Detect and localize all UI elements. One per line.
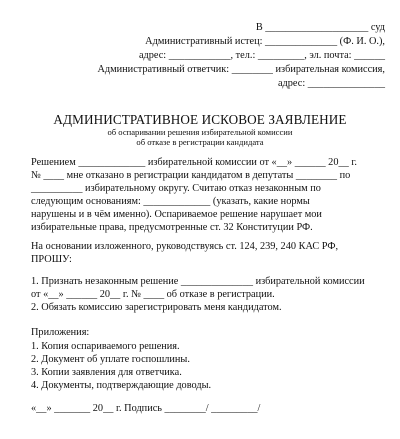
body-line-5: нарушены и в чём именно). Оспариваемое решение нарушает мои bbox=[31, 209, 322, 220]
body-line-2: № ____ мне отказано в регистрации кандидатом в депутаты ________ по bbox=[31, 170, 351, 181]
header-defendant-line: Административный ответчик: ________ избирательная комиссия, bbox=[97, 64, 385, 75]
document-subtitle-1: об оспаривании решения избирательной комиссии bbox=[107, 127, 293, 137]
signature-line: «__» _______ 20__ г. Подпись ________/ _________/ bbox=[31, 403, 261, 414]
attachments-heading: Приложения: bbox=[31, 327, 90, 338]
attachment-item-1: 1. Копия оспариваемого решения. bbox=[31, 341, 180, 352]
header-court-line: В ____________________ суд bbox=[255, 22, 385, 33]
attachment-item-4: 4. Документы, подтверждающие доводы. bbox=[31, 380, 212, 391]
request-item-1-line-1: 1. Признать незаконным решение ______________ избирательной комиссии bbox=[31, 276, 365, 287]
body-line-4: следующим основаниям: _____________ (указать, какие нормы bbox=[31, 196, 310, 207]
document-subtitle-2: об отказе в регистрации кандидата bbox=[136, 137, 264, 147]
body-line-1: Решением _____________ избирательной комиссии от «__» ______ 20__ г. bbox=[31, 157, 357, 168]
body-line-3: __________ избирательному округу. Считаю отказ незаконным по bbox=[31, 183, 321, 194]
attachment-item-3: 3. Копии заявления для ответчика. bbox=[31, 367, 182, 378]
header-defendant-address-line: адрес: _______________ bbox=[277, 78, 385, 89]
request-heading: ПРОШУ: bbox=[31, 254, 72, 265]
body-line-6: избирательные права, предусмотренные ст. 32 Конституции РФ. bbox=[31, 222, 313, 233]
attachment-item-2: 2. Документ об уплате госпошлины. bbox=[31, 354, 190, 365]
header-address-line: адрес: ____________, тел.: _________, эл. почта: ______ bbox=[138, 50, 385, 61]
request-item-2: 2. Обязать комиссию зарегистрировать меня кандидатом. bbox=[31, 302, 282, 313]
basis-line: На основании изложенного, руководствуясь ст. 124, 239, 240 КАС РФ, bbox=[31, 241, 339, 252]
document-title: АДМИНИСТРАТИВНОЕ ИСКОВОЕ ЗАЯВЛЕНИЕ bbox=[53, 112, 347, 127]
request-item-1-line-2: от «__» ______ 20__ г. № ____ об отказе в регистрации. bbox=[31, 289, 275, 300]
header-plaintiff-line: Административный истец: ______________ (Ф. И. О.), bbox=[145, 36, 385, 47]
